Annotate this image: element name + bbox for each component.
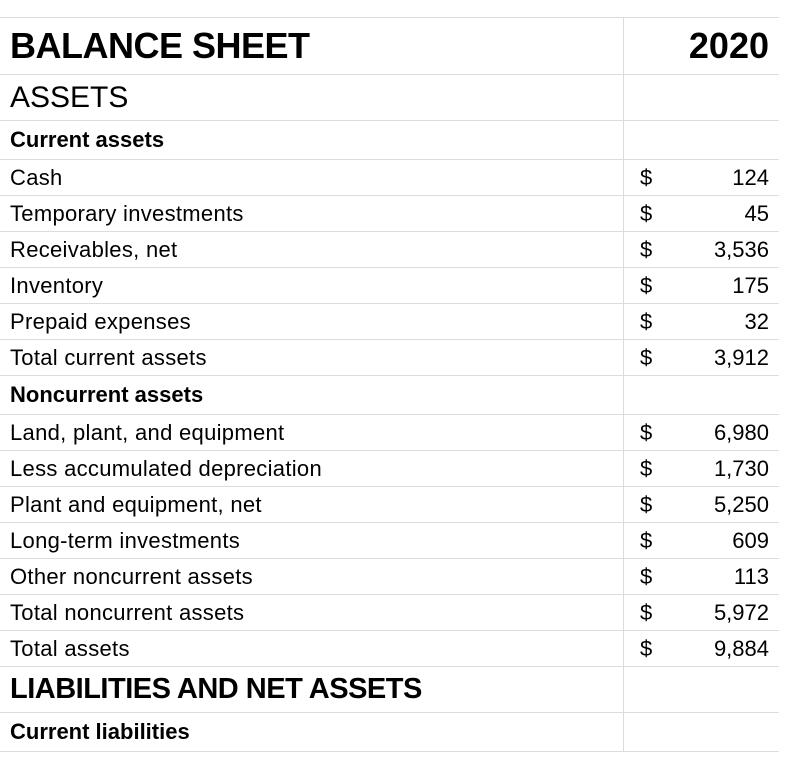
empty-cell[interactable] bbox=[624, 121, 779, 159]
row-label[interactable]: Total assets bbox=[0, 631, 624, 666]
value-cell[interactable] bbox=[624, 487, 779, 522]
noncurrent-assets-heading[interactable]: Noncurrent assets bbox=[0, 376, 624, 414]
empty-cell[interactable] bbox=[624, 667, 779, 712]
row-label[interactable]: Total current assets bbox=[0, 340, 624, 375]
currency-symbol: $ bbox=[640, 272, 653, 298]
row-value: 32 bbox=[744, 308, 769, 334]
value-cell[interactable] bbox=[624, 160, 779, 195]
value-cell[interactable] bbox=[624, 595, 779, 630]
row-label[interactable]: Total noncurrent assets bbox=[0, 595, 624, 630]
currency-symbol: $ bbox=[640, 236, 653, 262]
currency-symbol: $ bbox=[640, 599, 653, 625]
currency-symbol: $ bbox=[640, 308, 653, 334]
row-label[interactable]: Cash bbox=[0, 160, 624, 195]
row-label[interactable]: Plant and equipment, net bbox=[0, 487, 624, 522]
row-value: 9,884 bbox=[713, 635, 769, 661]
currency-symbol: $ bbox=[640, 419, 653, 445]
table-row bbox=[0, 304, 779, 340]
row-label[interactable]: Land, plant, and equipment bbox=[0, 415, 624, 450]
row-value: 45 bbox=[744, 200, 769, 226]
current-assets-heading[interactable]: Current assets bbox=[0, 121, 624, 159]
current-liabilities-heading-row bbox=[0, 713, 779, 752]
current-assets-heading-row bbox=[0, 121, 779, 160]
value-cell[interactable] bbox=[624, 631, 779, 666]
table-row bbox=[0, 340, 779, 376]
table-row bbox=[0, 595, 779, 631]
value-cell[interactable] bbox=[624, 415, 779, 450]
table-row bbox=[0, 631, 779, 667]
empty-cell[interactable] bbox=[624, 75, 779, 120]
row-value: 124 bbox=[732, 164, 769, 190]
current-liabilities-heading[interactable]: Current liabilities bbox=[0, 713, 624, 751]
noncurrent-assets-heading-row bbox=[0, 376, 779, 415]
row-value: 175 bbox=[732, 272, 769, 298]
title-row bbox=[0, 17, 779, 75]
table-row bbox=[0, 487, 779, 523]
row-label[interactable]: Long-term investments bbox=[0, 523, 624, 558]
currency-symbol: $ bbox=[640, 563, 653, 589]
row-value: 609 bbox=[732, 527, 769, 553]
row-label[interactable]: Inventory bbox=[0, 268, 624, 303]
sheet-title[interactable]: BALANCE SHEET bbox=[0, 18, 624, 74]
value-cell[interactable] bbox=[624, 196, 779, 231]
currency-symbol: $ bbox=[640, 491, 653, 517]
row-value: 6,980 bbox=[713, 419, 769, 445]
table-row bbox=[0, 451, 779, 487]
value-cell[interactable] bbox=[624, 232, 779, 267]
assets-heading[interactable]: ASSETS bbox=[0, 75, 624, 120]
currency-symbol: $ bbox=[640, 200, 653, 226]
row-label[interactable]: Other noncurrent assets bbox=[0, 559, 624, 594]
value-cell[interactable] bbox=[624, 340, 779, 375]
value-cell[interactable] bbox=[624, 451, 779, 486]
empty-cell[interactable] bbox=[624, 376, 779, 414]
year-header[interactable]: 2020 bbox=[688, 25, 769, 66]
table-row bbox=[0, 160, 779, 196]
table-row bbox=[0, 559, 779, 595]
currency-symbol: $ bbox=[640, 635, 653, 661]
assets-heading-row bbox=[0, 75, 779, 121]
value-cell[interactable] bbox=[624, 559, 779, 594]
row-value: 1,730 bbox=[713, 455, 769, 481]
balance-sheet-table bbox=[0, 17, 779, 752]
currency-symbol: $ bbox=[640, 455, 653, 481]
table-row bbox=[0, 232, 779, 268]
liabilities-heading[interactable]: LIABILITIES AND NET ASSETS bbox=[0, 667, 624, 712]
empty-cell[interactable] bbox=[624, 713, 779, 751]
table-row bbox=[0, 268, 779, 304]
value-cell[interactable] bbox=[624, 304, 779, 339]
row-value: 113 bbox=[733, 563, 769, 589]
row-value: 5,972 bbox=[713, 599, 769, 625]
row-value: 3,536 bbox=[713, 236, 769, 262]
row-label[interactable]: Less accumulated depreciation bbox=[0, 451, 624, 486]
currency-symbol: $ bbox=[640, 164, 653, 190]
row-value: 3,912 bbox=[713, 344, 769, 370]
row-label[interactable]: Temporary investments bbox=[0, 196, 624, 231]
row-label[interactable]: Prepaid expenses bbox=[0, 304, 624, 339]
currency-symbol: $ bbox=[640, 527, 653, 553]
value-cell[interactable] bbox=[624, 523, 779, 558]
table-row bbox=[0, 196, 779, 232]
value-cell[interactable] bbox=[624, 268, 779, 303]
table-row bbox=[0, 415, 779, 451]
row-value: 5,250 bbox=[713, 491, 769, 517]
row-label[interactable]: Receivables, net bbox=[0, 232, 624, 267]
currency-symbol: $ bbox=[640, 344, 653, 370]
liabilities-heading-row bbox=[0, 667, 779, 713]
table-row bbox=[0, 523, 779, 559]
